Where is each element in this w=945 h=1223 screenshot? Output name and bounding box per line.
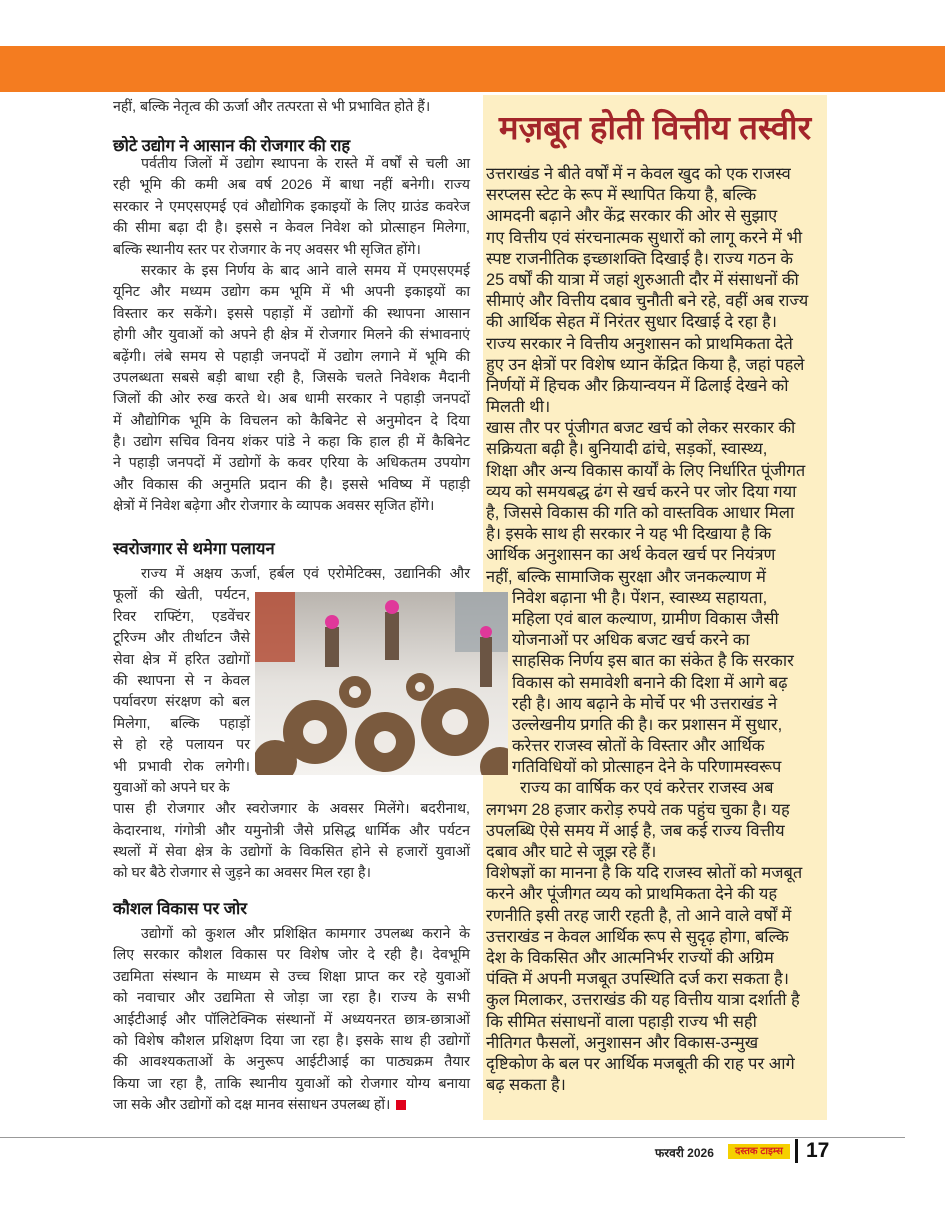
- sidebar-text-line: सरप्लस स्टेट के रूप में स्थापित किया है, बल्कि: [486, 186, 757, 205]
- section-body-small-industry: [113, 154, 470, 518]
- text-line: की आवश्यकताओं के अनुरूप आईटीआई का पाठ्यक्रम तैयार: [113, 1054, 470, 1071]
- footer-separator: [795, 1139, 798, 1163]
- text-line: फूलों की खेती, पर्यटन,: [113, 587, 250, 604]
- sidebar-text-line: व्यय को समयबद्ध ढंग से खर्च करने पर जोर दिया गया: [486, 482, 797, 501]
- text-line: विस्तार कर सकेंगे। इससे पहाड़ों में उद्योगों की स्थापना आसान: [113, 305, 470, 322]
- text-line: मिलेगा, बल्कि पहाड़ों: [113, 715, 250, 732]
- text-line: केदारनाथ, गंगोत्री और यमुनोत्री जैसे प्रसिद्ध धार्मिक और पर्यटन: [113, 822, 470, 839]
- text-line: को विशेष कौशल प्रशिक्षण दिया जा रहा है। इसके साथ ही उद्योगों: [113, 1032, 470, 1049]
- text-line: यूनिट और मध्यम उद्योग कम भूमि में भी अपनी इकाइयों का: [113, 284, 470, 301]
- header-color-bar: [0, 46, 945, 92]
- text-line: है। उद्योग सचिव विनय शंकर पांडे ने कहा कि हाल ही में कैबिनेट: [113, 434, 470, 451]
- sidebar-text-line: नहीं, बल्कि सामाजिक सुरक्षा और जनकल्याण में: [486, 567, 766, 586]
- sidebar-text-line: है। इसके साथ ही सरकार ने यह भी दिखाया है कि: [486, 525, 772, 544]
- text-line: उद्यमिता संस्थान के माध्यम से उच्च शिक्षा प्राप्त कर रहे युवाओं: [113, 968, 470, 985]
- footer-divider: [0, 1137, 905, 1138]
- text-line: भी प्रभावी रोक लगेगी।: [113, 758, 250, 775]
- sidebar-text-line: राज्य का वार्षिक कर एवं करेत्तर राजस्व अब: [520, 779, 774, 798]
- text-line: पास ही रोजगार और स्वरोजगार के अवसर मिलेंगे। बदरीनाथ,: [113, 801, 470, 818]
- text-line: उद्योगों को कुशल और प्रशिक्षित कामगार उपलब्ध कराने के: [141, 926, 470, 942]
- text-line: पर्यावरण संरक्षण को बल: [113, 694, 250, 711]
- sidebar-text-line: सक्रियता बढ़ी है। बुनियादी ढांचे, सड़कों, स्वास्थ्य,: [486, 440, 768, 459]
- sidebar-text-line: सीमाएं और वित्तीय दबाव चुनौती बने रहे, वहीं अब राज्य: [486, 292, 809, 311]
- text-line: की सीमा बढ़ा दी है। इससे न केवल निवेश को प्रोत्साहन मिलेगा,: [113, 220, 470, 237]
- sidebar-text-line: साहसिक निर्णय इस बात का संकेत है कि सरकार: [512, 652, 794, 671]
- sidebar-text-line: बढ़ सकता है।: [486, 1076, 566, 1095]
- text-line: से हो रहे पलायन पर: [113, 737, 250, 754]
- sidebar-text-line: महिला एवं बाल कल्याण, ग्रामीण विकास जैसी: [512, 609, 779, 628]
- intro-line: नहीं, बल्कि नेतृत्व की ऊर्जा और तत्परता से भी प्रभावित होते हैं।: [113, 99, 431, 115]
- section-heading-small-industry: छोटे उद्योग ने आसान की रोजगार की राह: [113, 137, 351, 155]
- text-line: को घर बैठे रोजगार से जुड़ने का अवसर मिल रहा है।: [113, 865, 371, 882]
- text-line: में औद्योगिक भूमि के विचलन को कैबिनेट से अनुमोदन दे दिया: [113, 412, 470, 429]
- text-line: बढ़ेंगी। लंबे समय से पहाड़ी जनपदों में उद्योग लगाने में भूमि की: [113, 348, 470, 365]
- section-heading-skill-development: कौशल विकास पर जोर: [113, 900, 248, 918]
- sidebar-text-line: देश के विकसित और आत्मनिर्भर राज्यों की अग्रिम: [486, 948, 774, 967]
- text-line: रही भूमि की कमी अब वर्ष 2026 में बाधा नहीं बनेगी। राज्य: [113, 177, 470, 194]
- text-line: बल्कि स्थानीय स्तर पर रोजगार के नए अवसर भी सृजित होंगे।: [113, 241, 421, 258]
- issue-month: फरवरी 2026: [655, 1146, 714, 1160]
- sidebar-text-line: नीतिगत फैसलों, अनुशासन और विकास-उन्मुख: [486, 1033, 759, 1052]
- sidebar-text-line: मिलती थी।: [486, 398, 551, 417]
- text-line: सेवा क्षेत्र में हरित उद्योगों: [113, 651, 250, 668]
- text-line: किया जा रहा है, ताकि स्थानीय युवाओं को रोजगार योग्य बनाया: [113, 1075, 470, 1092]
- text-line: ने पहाड़ी जनपदों में उद्योगों के कवर एरिया के अधिकतम उपयोग: [113, 455, 470, 472]
- sidebar-text-line: की आर्थिक सेहत में निरंतर सुधार दिखाई दे रहा है।: [486, 313, 777, 332]
- text-line: आईटीआई और पॉलिटेक्निक संस्थानों में अध्ययनरत छात्र-छात्राओं: [113, 1011, 470, 1028]
- text-line: टूरिज्म और तीर्थाटन जैसे: [113, 630, 250, 647]
- text-line: जा सके और उद्योगों को दक्ष मानव संसाधन उपलब्ध हों।: [113, 1095, 470, 1116]
- sidebar-text-line: निवेश बढ़ाना भी है। पेंशन, स्वास्थ्य सहायता,: [512, 588, 768, 607]
- magazine-logo: दस्तक टाइम्स: [728, 1144, 790, 1159]
- article-end-mark: [396, 1100, 406, 1110]
- sidebar-text-line: राज्य सरकार ने वित्तीय अनुशासन को प्राथमिकता देते: [486, 334, 793, 353]
- industry-workers-gears-photo: [255, 592, 508, 775]
- sidebar-text-line: पंक्ति में अपनी मजबूत उपस्थिति दर्ज करा सकता है।: [486, 970, 789, 989]
- text-line: उपलब्धता सबसे बड़ी बाधा रही है, जिसके चलते निवेशक मैदानी: [113, 369, 470, 386]
- sidebar-text-line: आर्थिक अनुशासन का अर्थ केवल खर्च पर नियंत्रण: [486, 546, 776, 565]
- text-line: और विकास की अनुमति प्रदान की है। इससे भविष्य में पहाड़ी: [113, 476, 470, 493]
- text-line: राज्य में अक्षय ऊर्जा, हर्बल एवं एरोमेटिक्स, उद्यानिकी और: [141, 566, 470, 582]
- sidebar-text-line: शिक्षा और अन्य विकास कार्यों के लिए निर्धारित पूंजीगत: [486, 461, 806, 480]
- text-line: की स्थापना से न केवल: [113, 672, 250, 689]
- sidebar-text-line: उल्लेखनीय प्रगति की है। कर प्रशासन में सुधार,: [512, 715, 783, 734]
- text-line: जिलों की ओर रुख करते थे। अब धामी सरकार ने पहाड़ी जनपदों: [113, 391, 470, 408]
- text-line: क्षेत्रों में निवेश बढ़ेगा और रोजगार के व्यापक अवसर सृजित होंगे।: [113, 498, 435, 515]
- sidebar-text-line: योजनाओं पर अधिक बजट खर्च करने का: [512, 631, 750, 650]
- text-line: सरकार ने एमएसएमई एवं औद्योगिक इकाइयों के लिए ग्राउंड कवरेज: [113, 198, 470, 215]
- sidebar-text-line: दबाव और घाटे से जूझ रहे हैं।: [486, 843, 657, 861]
- text-line: को नवाचार और उद्यमिता से जोड़ा जा रहा है। राज्य के सभी: [113, 990, 470, 1007]
- intro-line-block: [113, 97, 470, 118]
- sidebar-text-line: खास तौर पर पूंजीगत बजट खर्च को लेकर सरकार की: [486, 419, 796, 438]
- text-line: रिवर राफ्टिंग, एडवेंचर: [113, 608, 250, 625]
- sidebar-text-line: आमदनी बढ़ाने और केंद्र सरकार की ओर से सुझाए: [486, 207, 778, 226]
- text-line: स्थलों में सेवा क्षेत्र के उद्योगों के विकसित होने से हजारों युवाओं: [113, 844, 470, 861]
- sidebar-text-line: दृष्टिकोण के बल पर आर्थिक मजबूती की राह पर आगे: [486, 1054, 795, 1073]
- sidebar-text-line: गए वित्तीय एवं संरचनात्मक सुधारों को लागू करने में भी: [486, 228, 803, 247]
- sidebar-title: मज़बूत होती वित्तीय तस्वीर: [498, 109, 812, 146]
- text-line: लिए सरकार कौशल विकास पर विशेष जोर दे रही है। देवभूमि: [113, 947, 470, 964]
- sidebar-text-line: करने और पूंजीगत व्यय को प्राथमिकता देने की यह: [486, 885, 778, 904]
- sidebar-text-line: हुए उन क्षेत्रों पर विशेष ध्यान केंद्रित किया है, जहां पहले: [486, 355, 805, 374]
- text-line: पर्वतीय जिलों में उद्योग स्थापना के रास्ते में वर्षों से चली आ: [141, 156, 470, 172]
- sidebar-text-line: विकास को समावेशी बनाने की दिशा में आगे बढ़: [512, 673, 788, 692]
- text-line: होगी और युवाओं को अपने ही क्षेत्र में रोजगार मिलने की संभावनाएं: [113, 327, 470, 344]
- sidebar-text-line: 25 वर्षों की यात्रा में जहां शुरुआती दौर में संसाधनों की: [486, 270, 799, 289]
- sidebar-text-line: लगभग 28 हजार करोड़ रुपये तक पहुंच चुका है। यह: [486, 800, 790, 819]
- sidebar-text-line: निर्णयों में हिचक और क्रियान्वयन में ढिलाई देखने को: [486, 376, 789, 395]
- sidebar-text-line: उत्तराखंड ने बीते वर्षों में न केवल खुद को एक राजस्व: [486, 165, 791, 183]
- text-line: सरकार के इस निर्णय के बाद आने वाले समय में एमएसएमई: [141, 262, 470, 279]
- sidebar-text-line: है, जिससे विकास की गति को वास्तविक आधार मिला: [486, 504, 795, 522]
- sidebar-text-line: रही है। आय बढ़ाने के मोर्चे पर भी उत्तराखंड ने: [512, 694, 778, 713]
- sidebar-text-line: उत्तराखंड न केवल आर्थिक रूप से सुदृढ़ होगा, बल्कि: [486, 927, 789, 946]
- sidebar-text-line: गतिविधियों को प्रोत्साहन देने के परिणामस्वरूप: [512, 758, 782, 777]
- section-body-skill-development: [113, 924, 470, 1117]
- sidebar-text-line: उपलब्धि ऐसे समय में आई है, जब कई राज्य वित्तीय: [486, 821, 785, 840]
- sidebar-text-line: करेत्तर राजस्व स्रोतों के विस्तार और आर्थिक: [512, 737, 765, 756]
- sidebar-text-line: कुल मिलाकर, उत्तराखंड की यह वित्तीय यात्रा दर्शाती है: [486, 991, 800, 1010]
- section-heading-self-employment: स्वरोजगार से थमेगा पलायन: [113, 540, 275, 558]
- sidebar-text-line: विशेषज्ञों का मानना है कि यदि राजस्व स्रोतों को मजबूत: [486, 864, 803, 883]
- page-number: 17: [806, 1139, 830, 1162]
- sidebar-text-line: कि सीमित संसाधनों वाला पहाड़ी राज्य भी सही: [486, 1012, 757, 1031]
- text-line: युवाओं को अपने घर के: [113, 779, 230, 796]
- sidebar-text-line: स्पष्ट राजनीतिक इच्छाशक्ति दिखाई है। राज्य गठन के: [486, 249, 793, 268]
- sidebar-body: [486, 164, 826, 1096]
- sidebar-text-line: रणनीति इसी तरह जारी रहती है, तो आने वाले वर्षों में: [486, 906, 792, 925]
